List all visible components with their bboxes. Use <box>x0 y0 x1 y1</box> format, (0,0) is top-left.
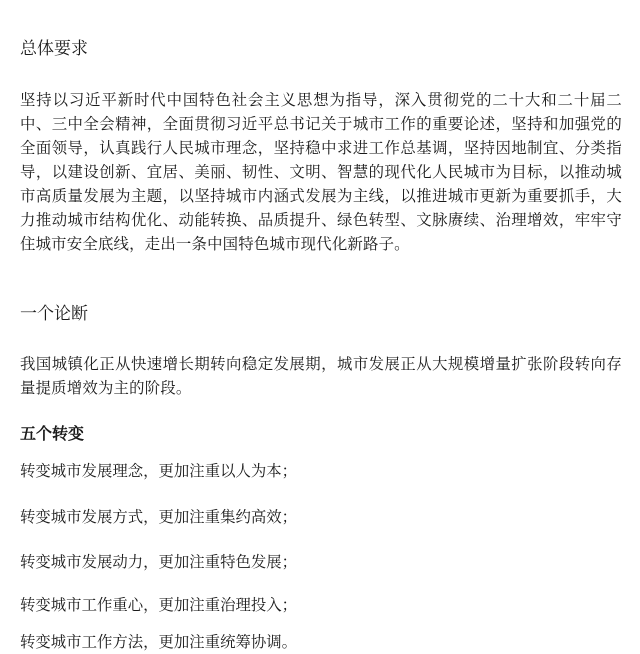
document-page <box>20 0 622 651</box>
list-item-change-3: 转变城市发展动力，更加注重特色发展； <box>20 553 298 571</box>
list-item-change-4: 转变城市工作重心，更加注重治理投入； <box>20 596 298 614</box>
heading-five-changes: 五个转变 <box>20 424 85 443</box>
paragraph-one-judgment: 我国城镇化正从快速增长期转向稳定发展期，城市发展正从大规模增量扩张阶段转向存量提质增效为主的阶段。 <box>20 355 622 397</box>
heading-overall-requirements: 总体要求 <box>20 39 88 59</box>
heading-one-judgment: 一个论断 <box>20 304 88 324</box>
paragraph-overall-requirements: 坚持以习近平新时代中国特色社会主义思想为指导，深入贯彻党的二十大和二十届二中、三中全会精神，全面贯彻习近平总书记关于城市工作的重要论述，坚持和加强党的全面领导，认真践行人民城市理念，坚持稳中求进工作总基调，坚持因地制宜、分类指导，以建设创新、宜居、美丽、韧性、文明、智慧的现代化人民城市为目标，以推动城市高质量发展为主题，以坚持城市内涵式发展为主线，以推进城市更新为重要抓手，大力推动城市结构优化、动能转换、品质提升、绿色转型、文脉赓续、治理增效，牢牢守住城市安全底线，走出一条中国特色城市现代化新路子。 <box>20 91 622 253</box>
list-item-change-1: 转变城市发展理念，更加注重以人为本； <box>20 462 298 480</box>
list-item-change-2: 转变城市发展方式，更加注重集约高效； <box>20 508 298 526</box>
list-item-change-5: 转变城市工作方法，更加注重统筹协调。 <box>20 633 298 651</box>
